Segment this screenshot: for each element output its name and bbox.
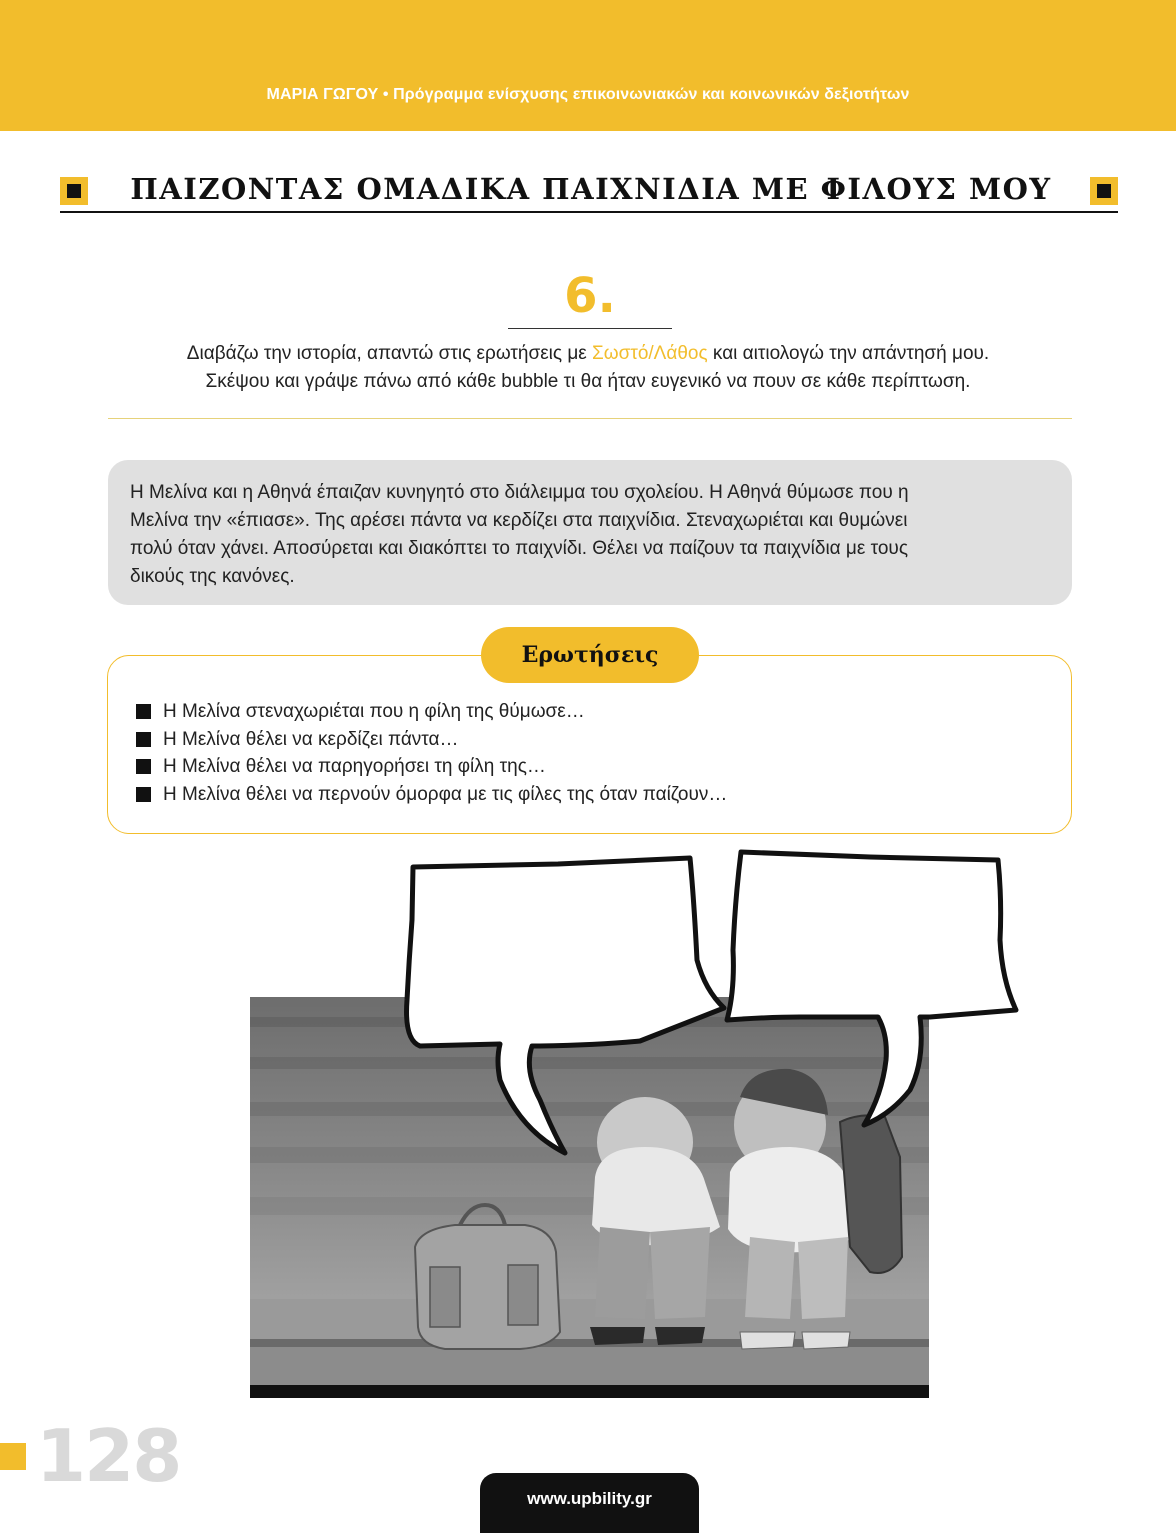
page-number-text: 128	[36, 1414, 181, 1498]
square-bullet-icon	[136, 704, 151, 719]
question-text: Η Μελίνα στεναχωριέται που η φίλη της θύμωσε…	[163, 701, 585, 722]
page-number-tab	[0, 1443, 26, 1470]
question-item	[136, 726, 1036, 754]
square-bullet-icon	[136, 732, 151, 747]
page-number	[0, 1414, 200, 1508]
activity-number-underline	[508, 328, 672, 329]
story-line: Η Μελίνα και η Αθηνά έπαιζαν κυνηγητό στο διάλειμμα του σχολείου. Η Αθηνά θύμωσε που η	[130, 482, 909, 503]
story-line: Μελίνα την «έπιασε». Της αρέσει πάντα να κερδίζει στα παιχνίδια. Στεναχωριέται και θυμώνει	[130, 510, 908, 531]
questions-list	[136, 698, 1036, 808]
activity-number: 6.	[564, 268, 616, 324]
separator-line	[108, 418, 1072, 419]
header-text: ΜΑΡΙΑ ΓΩΓΟΥ • Πρόγραμμα ενίσχυσης επικοινωνιακών και κοινωνικών δεξιοτήτων	[266, 86, 910, 103]
question-item	[136, 698, 1036, 726]
photo-illustration	[250, 997, 929, 1398]
header-band	[0, 0, 1176, 131]
instruction-text-a: Διαβάζω την ιστορία, απαντώ στις ερωτήσεις με	[186, 343, 593, 364]
question-item	[136, 781, 1036, 809]
instruction-highlight: Σωστό/Λάθος	[592, 343, 708, 364]
story-line: δικούς της κανόνες.	[130, 566, 295, 587]
section-title: ΠΑΙΖΟΝΤΑΣ ΟΜΑΔΙΚΑ ΠΑΙΧΝΙΔΙΑ ΜΕ ΦΙΛΟΥΣ ΜΟΥ	[130, 172, 1052, 206]
square-bullet-icon	[136, 787, 151, 802]
title-square-left-icon	[60, 177, 88, 205]
instruction-text-b: και αιτιολογώ την απάντησή μου.	[707, 343, 990, 364]
instructions	[60, 340, 1116, 396]
title-square-right-icon	[1090, 177, 1118, 205]
title-underline	[60, 211, 1118, 213]
questions-heading: Ερωτήσεις	[481, 627, 699, 683]
girls-photo	[250, 997, 929, 1398]
question-text: Η Μελίνα θέλει να περνούν όμορφα με τις φίλες της όταν παίζουν…	[163, 783, 728, 805]
section-title-row	[60, 172, 1118, 212]
instruction-line-1	[60, 340, 1116, 368]
question-text: Η Μελίνα θέλει να κερδίζει πάντα…	[163, 728, 459, 750]
square-bullet-icon	[136, 759, 151, 774]
story-box	[108, 460, 1072, 605]
instruction-line-2: Σκέψου και γράψε πάνω από κάθε bubble τι θα ήταν ευγενικό να πουν σε κάθε περίπτωση.	[205, 371, 971, 392]
story-line: πολύ όταν χάνει. Αποσύρεται και διακόπτει το παιχνίδι. Θέλει να παίζουν τα παιχνίδια με τους	[130, 538, 908, 559]
question-item	[136, 753, 1036, 781]
question-text: Η Μελίνα θέλει να παρηγορήσει τη φίλη της…	[163, 756, 546, 777]
footer-url[interactable]: www.upbility.gr	[480, 1473, 699, 1533]
